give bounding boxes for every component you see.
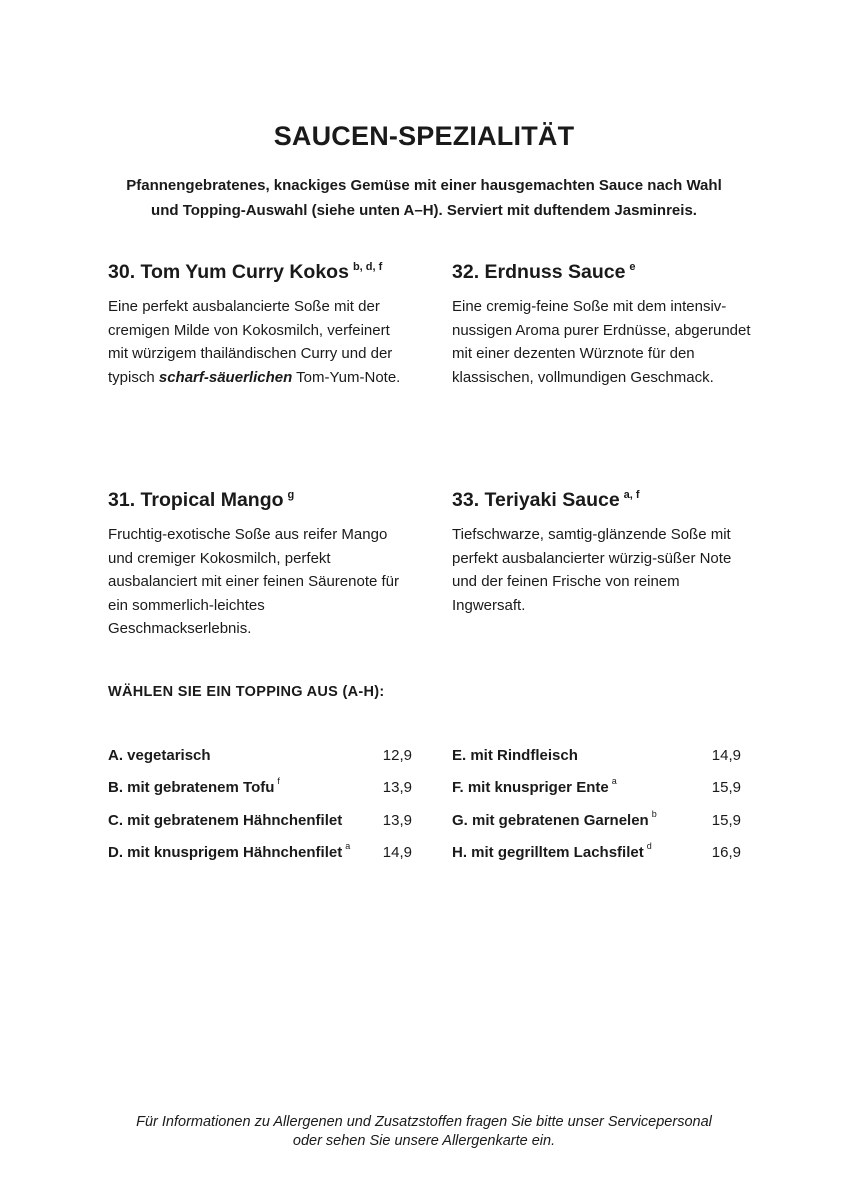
topping-row xyxy=(108,812,412,844)
topping-name xyxy=(108,747,214,764)
dish-name: 31. Tropical Mango xyxy=(108,489,284,511)
footer-line-2: oder sehen Sie unsere Allergenkarte ein. xyxy=(292,1133,556,1149)
topping-price: 13,9 xyxy=(382,779,412,797)
topping-name xyxy=(452,840,652,861)
dish-title xyxy=(452,487,772,513)
dish-description-text: Eine perfekt ausbalancierte Soße mit der cremigen Milde von Kokosmilch, verfeinert mit würzigem thailändischen Curry und der typisch xyxy=(108,298,393,386)
dish-title xyxy=(452,259,772,285)
topping-name xyxy=(452,747,581,764)
topping-label: C. mit gebratenem Hähnchenfilet xyxy=(108,811,343,829)
topping-label: H. mit gegrilltem Lachsfilet xyxy=(452,843,644,861)
topping-price: 12,9 xyxy=(382,747,412,764)
allergen-footer-note xyxy=(0,1113,848,1151)
topping-label: A. vegetarisch xyxy=(108,747,211,764)
dish-description-emphasis: scharf-säuerlichen xyxy=(158,368,293,386)
dish-description: Tiefschwarze, samtig-glänzende Soße mit perfekt ausbalancierter würzig-süßer Note und der feinen Frische von reinem Ingwersaft. xyxy=(452,526,732,614)
footer-line-1: Für Informationen zu Allergenen und Zusatzstoffen fragen Sie bitte unser Servicepersonal xyxy=(136,1114,712,1130)
topping-name xyxy=(108,812,345,829)
topping-price: 14,9 xyxy=(711,747,741,764)
topping-row xyxy=(452,776,741,811)
topping-label: B. mit gebratenem Tofu xyxy=(108,779,275,797)
topping-row xyxy=(452,840,741,876)
dish-name: 32. Erdnuss Sauce xyxy=(452,261,626,283)
topping-label: D. mit knusprigem Hähnchenfilet xyxy=(108,843,343,861)
intro-line-2: und Topping-Auswahl (siehe unten A–H). Serviert mit duftendem Jasminreis. xyxy=(151,202,697,219)
dish-32 xyxy=(452,259,772,389)
topping-row xyxy=(108,776,412,811)
dish-31 xyxy=(108,487,428,641)
topping-price: 16,9 xyxy=(711,843,741,861)
topping-name xyxy=(452,776,617,797)
page-title: SAUCEN-SPEZIALITÄT xyxy=(273,121,575,151)
topping-row xyxy=(452,747,741,779)
dish-description xyxy=(108,295,408,389)
dish-allergens: a, f xyxy=(623,489,640,501)
topping-label: E. mit Rindfleisch xyxy=(452,747,578,764)
topping-allergen: f xyxy=(277,776,280,787)
topping-name xyxy=(452,808,657,829)
topping-list-right xyxy=(452,747,741,876)
dish-description-text-end: Tom-Yum-Note. xyxy=(292,368,401,386)
topping-row xyxy=(108,747,412,779)
dish-allergens: b, d, f xyxy=(352,261,383,273)
topping-price: 13,9 xyxy=(382,811,412,829)
dish-title xyxy=(108,487,428,513)
dish-name: 30. Tom Yum Curry Kokos xyxy=(108,261,349,283)
topping-row xyxy=(108,840,412,876)
topping-allergen: a xyxy=(611,776,617,787)
dish-description: Eine cremig-feine Soße mit dem intensiv-nussigen Aroma purer Erdnüsse, abgerundet mit einer dezenten Würznote für den klassischen, vollmundigen Geschmack. xyxy=(452,298,751,386)
topping-name xyxy=(108,776,280,797)
intro-text xyxy=(90,173,758,223)
dish-title xyxy=(108,259,428,285)
topping-label: G. mit gebratenen Garnelen xyxy=(452,811,649,829)
dish-name: 33. Teriyaki Sauce xyxy=(452,489,620,511)
dish-allergens: g xyxy=(287,489,295,501)
topping-allergen: b xyxy=(651,808,657,819)
topping-price: 14,9 xyxy=(382,843,412,861)
topping-allergen: d xyxy=(646,840,652,851)
intro-line-1: Pfannengebratenes, knackiges Gemüse mit einer hausgemachten Sauce nach Wahl xyxy=(126,177,722,194)
topping-list-left xyxy=(108,747,412,876)
dish-30 xyxy=(108,259,428,389)
dish-33 xyxy=(452,487,772,617)
topping-heading: WÄHLEN SIE EIN TOPPING AUS (A-H): xyxy=(108,684,385,700)
topping-price: 15,9 xyxy=(711,811,741,829)
topping-row xyxy=(452,808,741,844)
dish-allergens: e xyxy=(629,261,636,273)
topping-label: F. mit knuspriger Ente xyxy=(452,779,609,797)
topping-price: 15,9 xyxy=(711,779,741,797)
topping-name xyxy=(108,840,351,861)
dish-description: Fruchtig-exotische Soße aus reifer Mango und cremiger Kokosmilch, perfekt ausbalanciert mit einer feinen Säurenote für ein sommerlich-leichtes Geschmackserlebnis. xyxy=(108,526,400,637)
topping-allergen: a xyxy=(345,840,351,851)
